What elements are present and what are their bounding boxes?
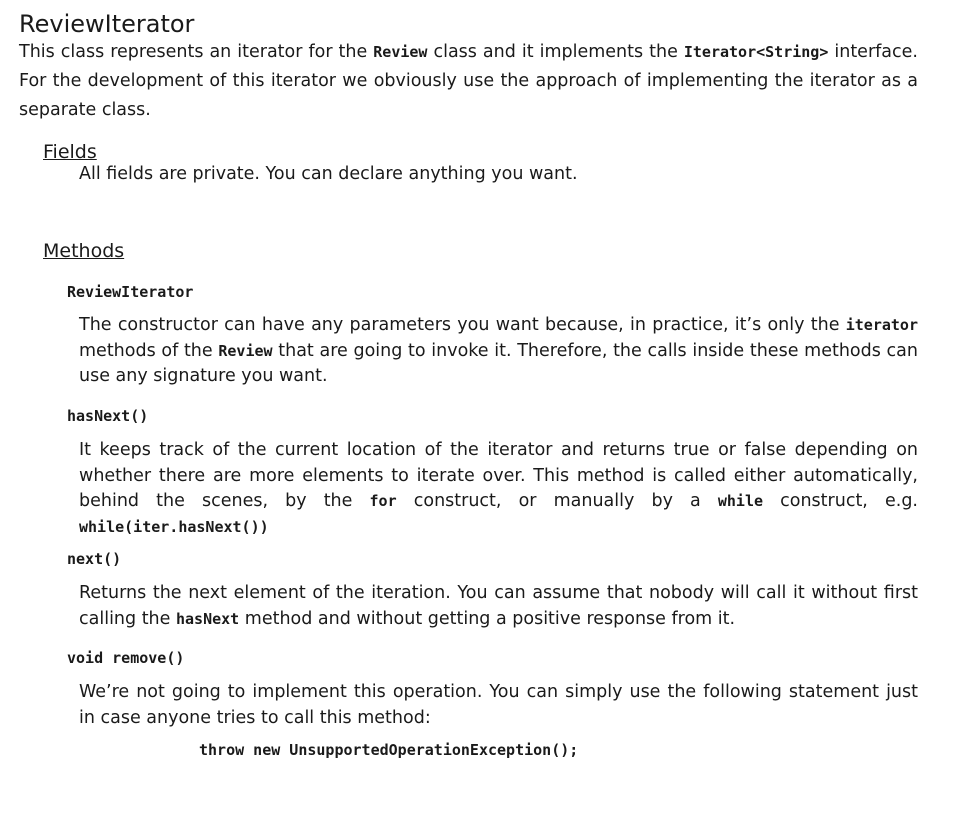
constructor-text-1: The constructor can have any parameters you want because, in practice, it’s only the (79, 315, 846, 335)
constructor-text-3: that are going to invoke it. Therefore, the calls inside these methods can use any signature you want. (79, 340, 918, 386)
constructor-code-review: Review (218, 341, 273, 360)
intro-text-2: class and it implements the (427, 42, 684, 62)
methods-heading: Methods (43, 240, 125, 262)
method-name-remove: void remove() (67, 649, 185, 667)
method-desc-hasnext (79, 438, 918, 540)
next-code-hasnext: hasNext (175, 609, 240, 628)
intro-text-3: interface. For the development of this iterator we obviously use the approach of implementing the iterator as a separate class. (19, 42, 918, 120)
fields-text: All fields are private. You can declare anything you want. (79, 164, 578, 184)
method-name-hasnext: hasNext() (67, 407, 149, 425)
page-title: ReviewIterator (19, 10, 195, 38)
hasnext-text-2: construct, or manually by a (396, 491, 718, 511)
constructor-text-2: methods of the (79, 340, 219, 361)
intro-code-review: Review (373, 43, 428, 61)
next-text-2: method and without getting a positive response from it. (239, 608, 736, 629)
hasnext-code-for: for (369, 492, 397, 510)
hasnext-text-3: construct, e.g. (763, 491, 918, 511)
method-desc-constructor (79, 313, 918, 390)
hasnext-text-1: It keeps track of the current location of the iterator and returns true or false depending on whether there are more elements to iterate over. This method is called either automatically, behind the scenes, by the (79, 440, 918, 511)
next-text-1: Returns the next element of the iteration. You can assume that nobody will call it without first calling the (79, 583, 918, 629)
method-name-next: next() (67, 550, 122, 568)
method-desc-remove: We’re not going to implement this operation. You can simply use the following statement just in case anyone tries to call this method: (79, 682, 918, 728)
constructor-code-iterator: iterator (845, 316, 918, 334)
intro-paragraph (19, 38, 918, 125)
method-name-constructor: ReviewIterator (67, 283, 194, 301)
intro-code-iterator: Iterator<String> (683, 43, 829, 61)
intro-text-1: This class represents an iterator for the (19, 42, 374, 62)
code-throw-statement: throw new UnsupportedOperationException(); (199, 741, 579, 759)
hasnext-code-while: while (717, 492, 764, 510)
method-desc-next (79, 581, 918, 632)
fields-heading: Fields (43, 141, 97, 163)
hasnext-code-example: while(iter.hasNext()) (79, 517, 269, 536)
